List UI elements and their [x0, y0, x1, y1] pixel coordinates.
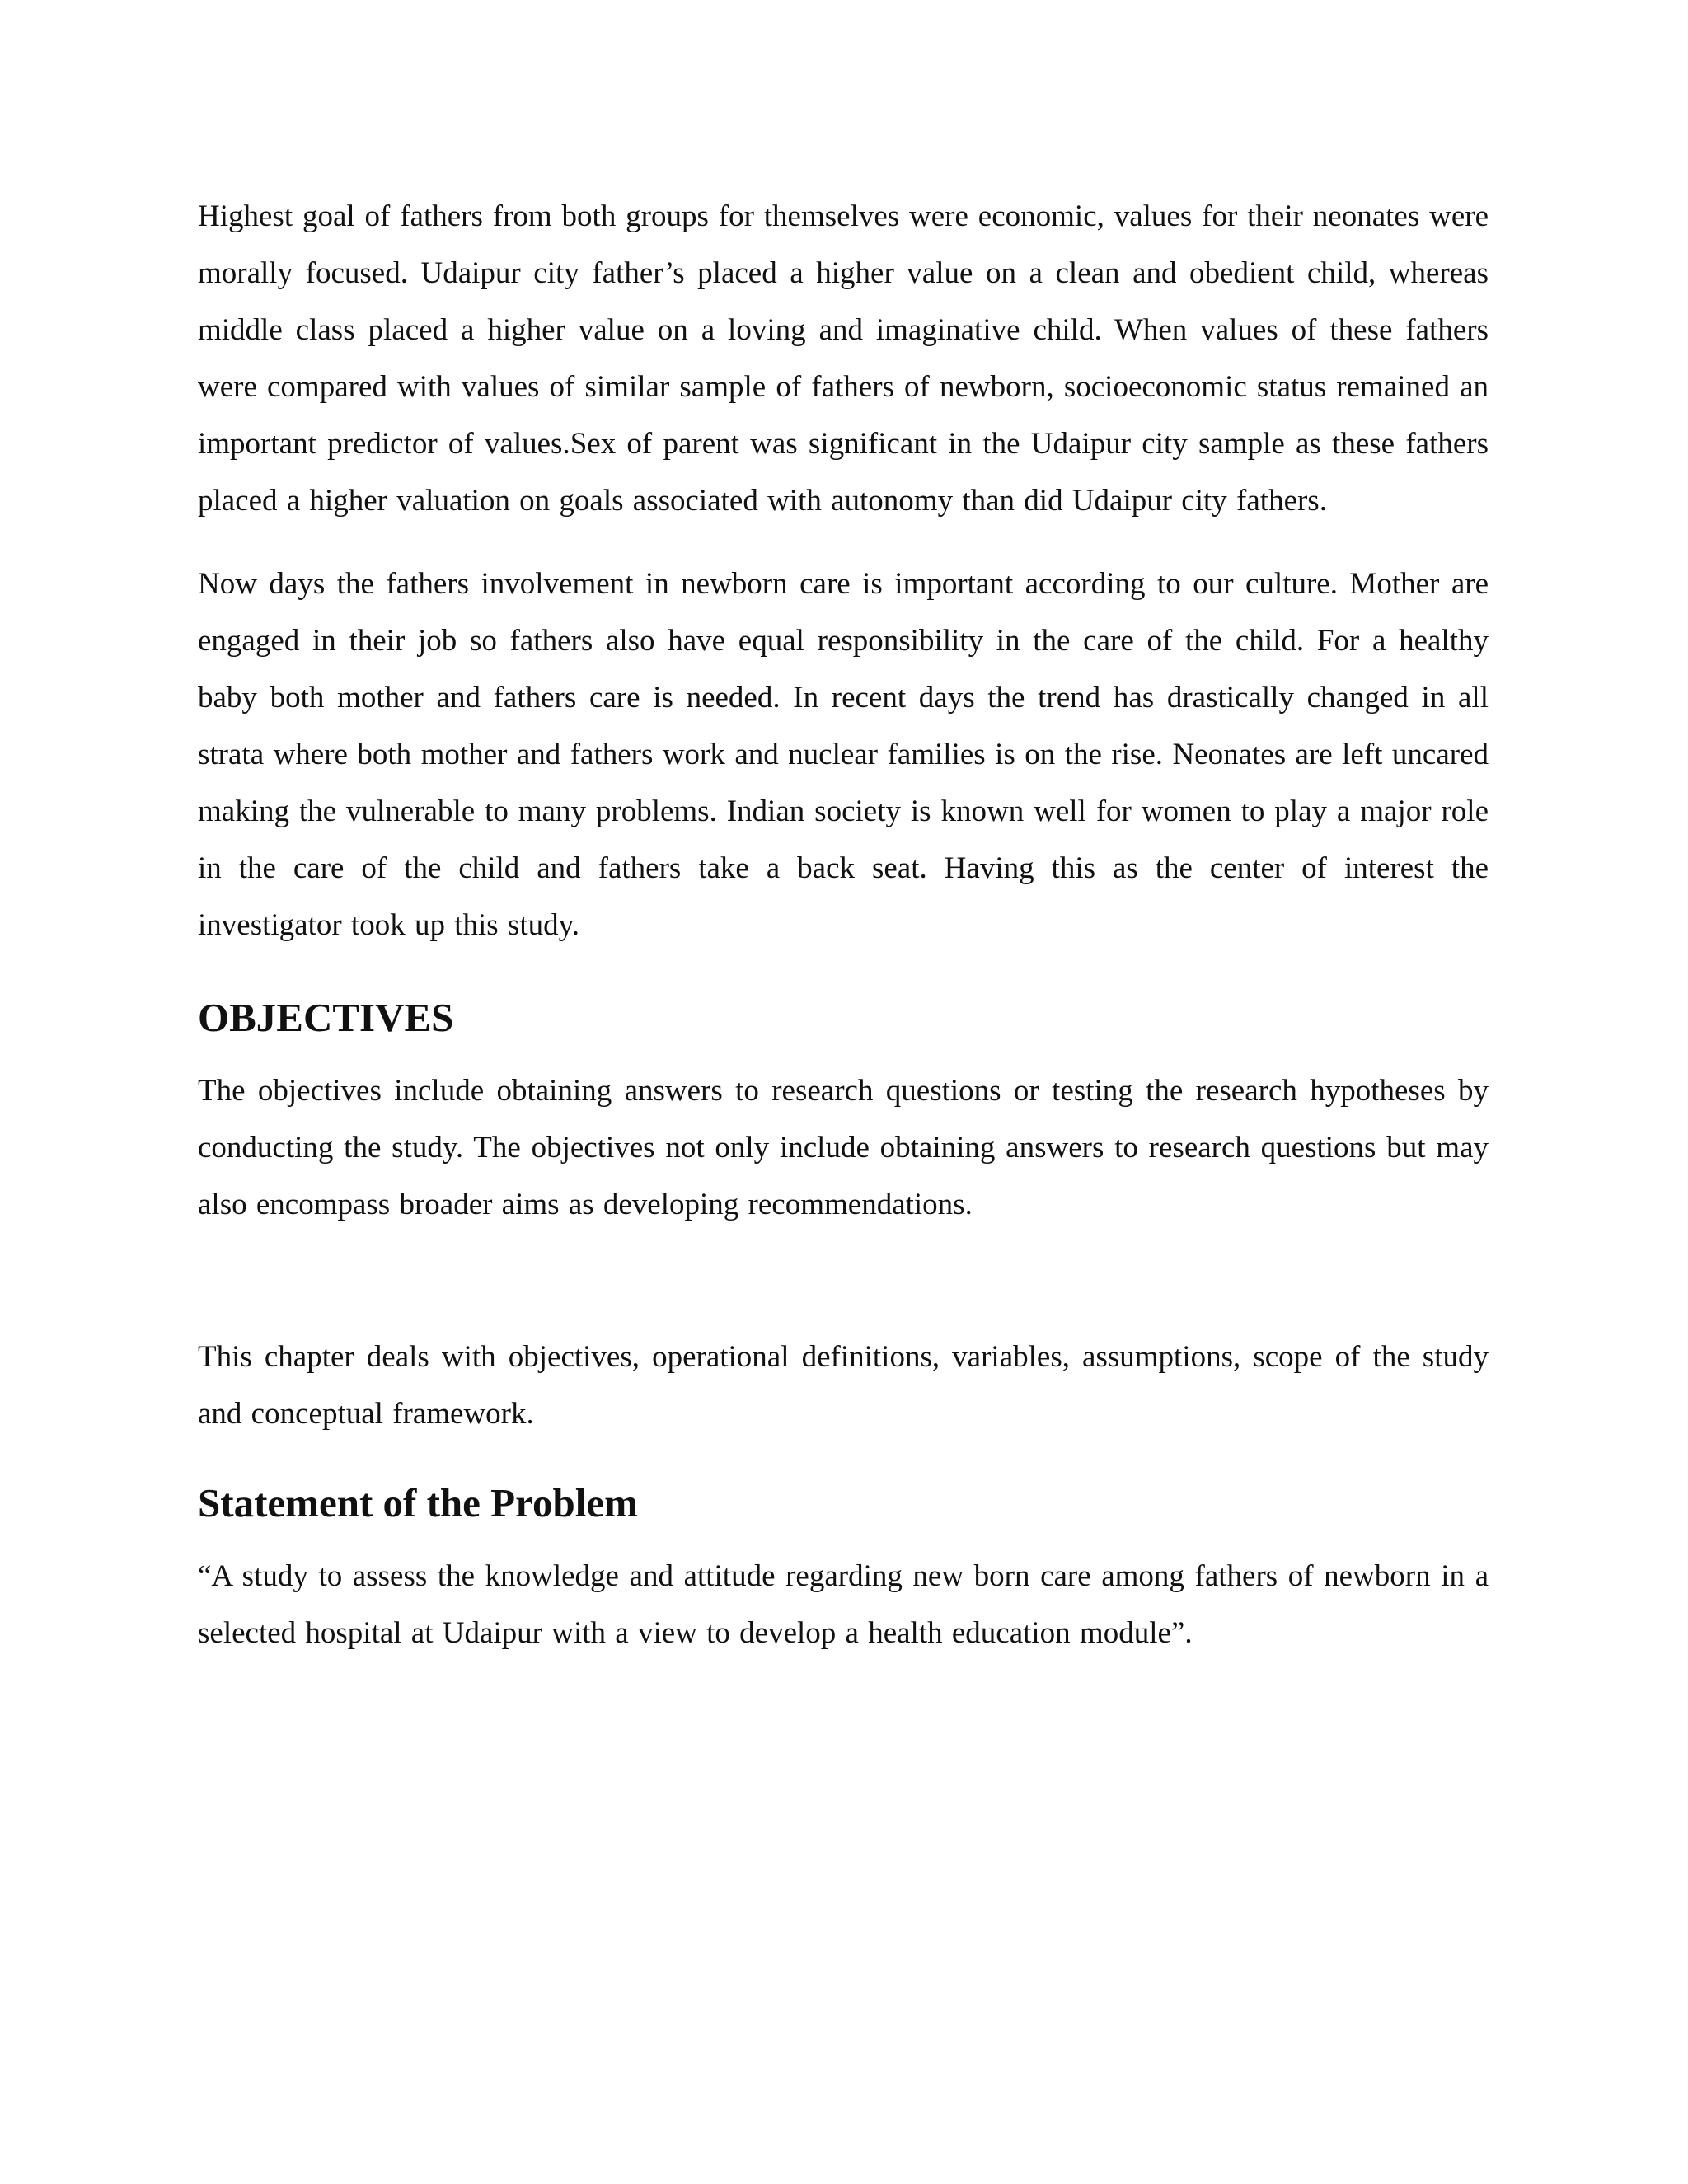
paragraph-chapter-overview: This chapter deals with objectives, operational definitions, variables, assumptions, scope of the study and conceptual framework. — [198, 1340, 1489, 1431]
paragraph-father-values: Highest goal of fathers from both groups for themselves were economic, values for their neonates were morally focused. Udaipur city father’s placed a higher value on a clean and obedient child, whereas middle class placed a higher value on a loving and imaginative child. When values of these fathers were compared with values of similar sample of fathers of newborn, socioeconomic status remained an important predictor of values.Sex of parent was significant in the Udaipur city sample as these fathers placed a higher valuation on goals associated with autonomy than did Udaipur city fathers. — [198, 199, 1489, 518]
paragraph-problem-statement: “A study to assess the knowledge and attitude regarding new born care among fathers of newborn in a selected hospital at Udaipur with a view to develop a health education module”. — [198, 1559, 1489, 1650]
document-body — [198, 188, 1489, 1661]
objectives-heading: OBJECTIVES — [198, 995, 454, 1040]
paragraph-father-involvement: Now days the fathers involvement in newborn care is important according to our culture. Mother are engaged in their job so fathers also have equal responsibility in the care of the child. For a healthy baby both mother and fathers care is needed. In recent days the trend has drastically changed in all strata where both mother and fathers work and nuclear families is on the rise. Neonates are left uncared making the vulnerable to many problems. Indian society is known well for women to play a major role in the care of the child and fathers take a back seat. Having this as the center of interest the investigator took up this study. — [198, 567, 1489, 942]
paragraph-objectives-definition: The objectives include obtaining answers to research questions or testing the research hypotheses by conducting the study. The objectives not only include obtaining answers to research questions but may also encompass broader aims as developing recommendations. — [198, 1074, 1489, 1221]
statement-of-problem-heading: Statement of the Problem — [198, 1480, 638, 1526]
